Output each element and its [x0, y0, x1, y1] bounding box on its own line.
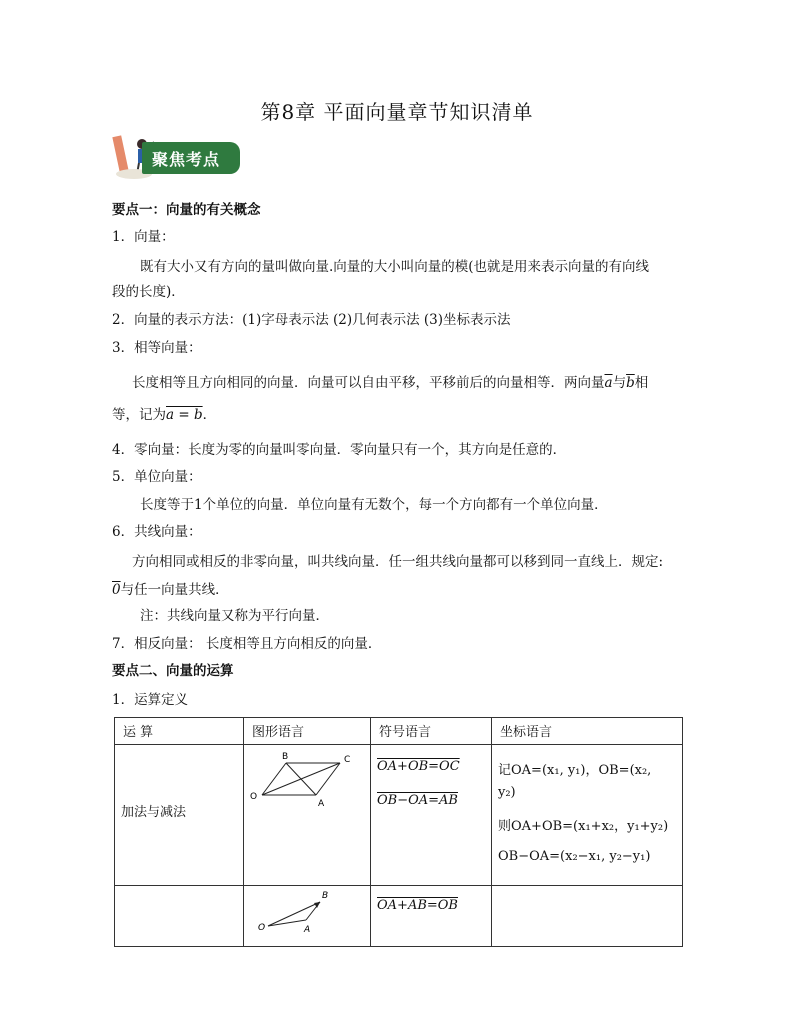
vector-a: $\overline{a}$ [604, 375, 613, 391]
banner-label: 聚焦考点 [152, 150, 221, 169]
item-6-label: 6．共线向量： [112, 524, 202, 540]
item-6-text-a: 方向相同或相反的非零向量，叫共线向量．任一组共线向量都可以移到同一直线上．规定: [132, 554, 664, 570]
item-6-text-b: 与任一向量共线． [120, 582, 229, 598]
fig1-label-a: A [318, 799, 325, 809]
table-row [115, 886, 683, 947]
coord-line-3 [498, 815, 668, 834]
item-3-text-a: 长度相等且方向相同的向量．向量可以自由平移，平移前后的向量相等．两向量 [132, 375, 605, 391]
fig1-label-o: O [250, 792, 258, 802]
item-3-text-b: 等，记为 [112, 407, 166, 423]
item-3-tail: 相 [634, 375, 649, 391]
header-symbol: 符号语言 [379, 725, 432, 740]
table-row [115, 745, 683, 886]
item-7-line: 7．相反向量： 长度相等且方向相反的向量． [112, 636, 382, 652]
coord-line-2: y₂) [498, 785, 516, 800]
symbol-subtract: OB−OA=AB [377, 793, 458, 808]
section-heading-2: 要点二、向量的运算 [112, 663, 234, 679]
item-5-text: 长度等于1个单位的向量．单位向量有无数个，每一个方向都有一个单位向量． [140, 497, 608, 513]
coord-line-3-body: OA+OB=(x₁+x₂，y₁+y₂) [511, 819, 669, 834]
coord-line-1 [498, 759, 651, 778]
item-3-label: 3．相等向量： [112, 340, 202, 356]
fig1-label-c: C [344, 755, 351, 765]
parallelogram-figure [244, 749, 368, 819]
page-title: 第8章 平面向量章节知识清单 [260, 100, 534, 124]
item-6-text-b-row [112, 580, 229, 600]
fig1-label-b: B [282, 752, 289, 762]
fig2-label-o: O [258, 923, 266, 933]
item-6-note: 注：共线向量又称为平行向量． [140, 608, 329, 624]
item-3-with: 与 [612, 375, 627, 391]
symbol-triangle-add: OA+AB=OB [377, 898, 458, 913]
header-coordinate: 坐标语言 [500, 725, 553, 740]
fig2-label-b: B [322, 891, 329, 901]
item-3-end: ． [202, 407, 217, 423]
operations-table [114, 717, 683, 947]
header-figure: 图形语言 [252, 725, 305, 740]
item-3-text-b-row [112, 405, 216, 425]
item-3-text-a-row [132, 373, 648, 393]
table-header-row [115, 718, 683, 745]
coord-line-1-prefix: 记 [498, 763, 512, 778]
vector-equality: a = b [166, 407, 203, 423]
item-8-label: 1．运算定义 [112, 692, 189, 708]
symbol-add: OA+OB=OC [377, 759, 460, 774]
triangle-figure [244, 886, 368, 942]
item-1-label: 1．向量： [112, 229, 175, 245]
item-2-line: 2．向量的表示方法：(1)字母表示法 (2)几何表示法 (3)坐标表示法 [112, 312, 511, 328]
focus-banner [112, 130, 242, 182]
item-5-label: 5．单位向量： [112, 469, 202, 485]
fig2-label-a: A [304, 925, 311, 935]
item-4-line: 4．零向量：长度为零的向量叫零向量．零向量只有一个，其方向是任意的． [112, 442, 567, 458]
operation-name: 加法与减法 [121, 805, 187, 820]
coord-line-1-body: OA=(x₁, y₁)，OB=(x₂, [511, 763, 652, 778]
vector-b: $\overline{b}$ [626, 375, 635, 391]
coord-line-3-prefix: 则 [498, 819, 512, 834]
item-1-text-b: 段的长度)． [112, 284, 185, 300]
zero-vector: 0 [112, 582, 121, 598]
header-operation: 运 算 [123, 725, 154, 740]
banner-ribbon [142, 142, 240, 174]
section-heading-1: 要点一：向量的有关概念 [112, 202, 261, 218]
item-1-text-a: 既有大小又有方向的量叫做向量.向量的大小叫向量的模(也就是用来表示向量的有向线 [140, 259, 650, 275]
coord-line-4: OB−OA=(x₂−x₁, y₂−y₁) [498, 849, 651, 864]
